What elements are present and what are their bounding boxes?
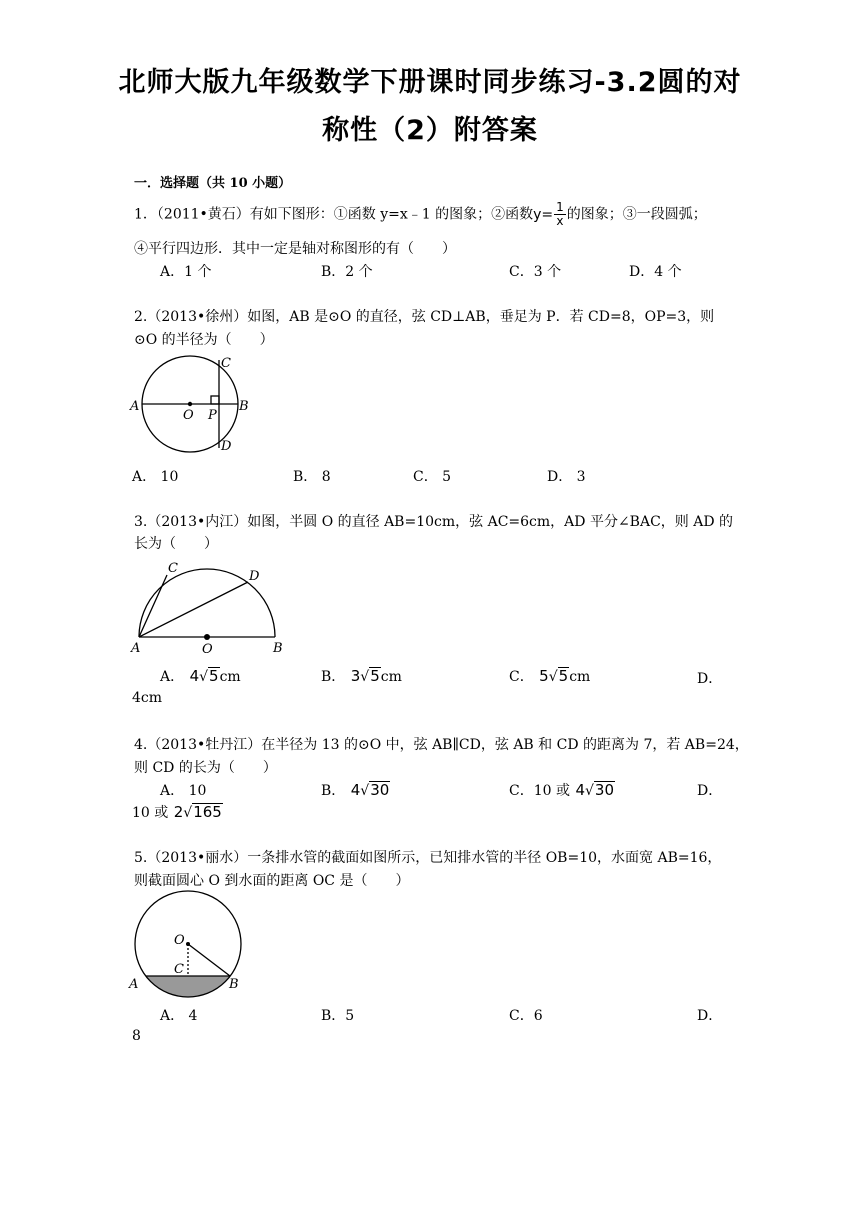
q5-option-a: A． 4 xyxy=(160,1008,198,1024)
q3-option-d-prefix: D． xyxy=(697,671,723,687)
q4-option-c-radical: 4√30 xyxy=(575,781,614,799)
q3-option-c-radical: 5√5 xyxy=(539,667,569,685)
q5-label-o: O xyxy=(174,933,185,948)
q4-option-d-radical: 2√165 xyxy=(173,803,222,821)
q4-option-d-value: 10 或 2√165 xyxy=(132,803,222,821)
q1-stem-line2: ④平行四边形．其中一定是轴对称图形的有（ ） xyxy=(134,241,456,257)
q4-option-a: A． 10 xyxy=(160,783,207,799)
q3-label-o: O xyxy=(202,642,213,657)
q3-stem-line1: 3.（2013•内江）如图，半圆 O 的直径 AB=10cm，弦 AC=6cm，AD 平分∠BAC，则 AD 的 xyxy=(134,514,734,530)
q2-stem-line2: ⊙O 的半径为（ ） xyxy=(134,332,274,348)
q2-label-c: C xyxy=(221,356,231,371)
q1-text-b: 的图象；③一段圆弧； xyxy=(566,206,707,223)
q1-frac-num: 1 xyxy=(556,200,564,214)
q4-option-d-prefix: D． xyxy=(697,783,723,799)
q3-option-b-radical: 3√5 xyxy=(350,667,380,685)
q3-label-d: D xyxy=(249,569,260,584)
q3-option-a-radical: 4√5 xyxy=(189,667,219,685)
q2-stem-line1: 2.（2013•徐州）如图，AB 是⊙O 的直径，弦 CD⊥AB，垂足为 P．若 CD=8，OP=3，则 xyxy=(134,309,715,325)
q2-option-c: C． 5 xyxy=(413,469,452,485)
q4-stem-line2: 则 CD 的长为（ ） xyxy=(134,760,277,776)
q2-label-a: A xyxy=(130,399,140,414)
q5-stem-line1: 5.（2013•丽水）一条排水管的截面如图所示，已知排水管的半径 OB=10，水面宽 AB=16， xyxy=(134,850,722,866)
q5-option-c: C．6 xyxy=(509,1008,543,1024)
q2-label-d: D xyxy=(221,439,232,454)
document-title-line1: 北师大版九年级数学下册课时同步练习-3.2圆的对 xyxy=(118,67,742,98)
q1-frac-den: x xyxy=(556,214,564,228)
q1-option-a: A．1 个 xyxy=(160,264,212,280)
q5-label-a: A xyxy=(129,977,139,992)
q2-right-angle-mark xyxy=(211,396,219,404)
q2-center-dot xyxy=(188,402,192,406)
q3-label-b: B xyxy=(273,641,283,656)
q3-label-c: C xyxy=(168,561,178,576)
q3-stem-line2: 长为（ ） xyxy=(134,536,218,552)
q5-option-d-value: 8 xyxy=(132,1028,141,1044)
section-heading: 一．选择题（共 10 小题） xyxy=(134,176,292,191)
q3-option-d-value: 4cm xyxy=(132,690,163,706)
q1-option-c: C．3 个 xyxy=(509,264,562,280)
q2-label-b: B xyxy=(239,399,249,414)
q4-stem-line1: 4.（2013•牡丹江）在半径为 13 的⊙O 中，弦 AB∥CD，弦 AB 和 CD 的距离为 7，若 AB=24， xyxy=(134,737,749,753)
q2-label-p: P xyxy=(208,408,217,423)
q3-chord-ad xyxy=(139,582,248,637)
q2-label-o: O xyxy=(183,408,194,423)
q1-text-a: 1．（2011•黄石）有如下图形：①函数 y=x﹣1 的图象；②函数 xyxy=(134,206,534,223)
q1-option-b: B．2 个 xyxy=(321,264,373,280)
q5-center-dot xyxy=(186,942,190,946)
q5-label-c: C xyxy=(174,962,184,977)
q3-option-a: A． 4√5cm xyxy=(160,667,241,685)
q1-frac-lhs: y= xyxy=(533,206,554,223)
q1-option-d: D．4 个 xyxy=(629,264,682,280)
q5-radius-ob xyxy=(188,944,230,976)
q4-option-b-radical: 4√30 xyxy=(350,781,390,799)
q3-option-b: B． 3√5cm xyxy=(321,667,402,685)
q5-stem-line2: 则截面圆心 O 到水面的距离 OC 是（ ） xyxy=(134,873,410,889)
q2-option-b: B． 8 xyxy=(293,469,331,485)
q4-option-b: B． 4√30 xyxy=(321,781,390,799)
q3-label-a: A xyxy=(131,641,141,656)
q5-option-d-prefix: D． xyxy=(697,1008,723,1024)
q3-center-dot xyxy=(204,634,210,640)
q3-option-c: C． 5√5cm xyxy=(509,667,591,685)
q2-option-a: A． 10 xyxy=(132,469,179,485)
q2-option-d: D． 3 xyxy=(547,469,586,485)
q5-option-b: B．5 xyxy=(321,1008,355,1024)
q3-chord-ac xyxy=(139,575,167,637)
document-title-line2: 称性（2）附答案 xyxy=(322,115,538,146)
q4-option-c: C．10 或 4√30 xyxy=(509,781,614,799)
q5-label-b: B xyxy=(229,977,239,992)
